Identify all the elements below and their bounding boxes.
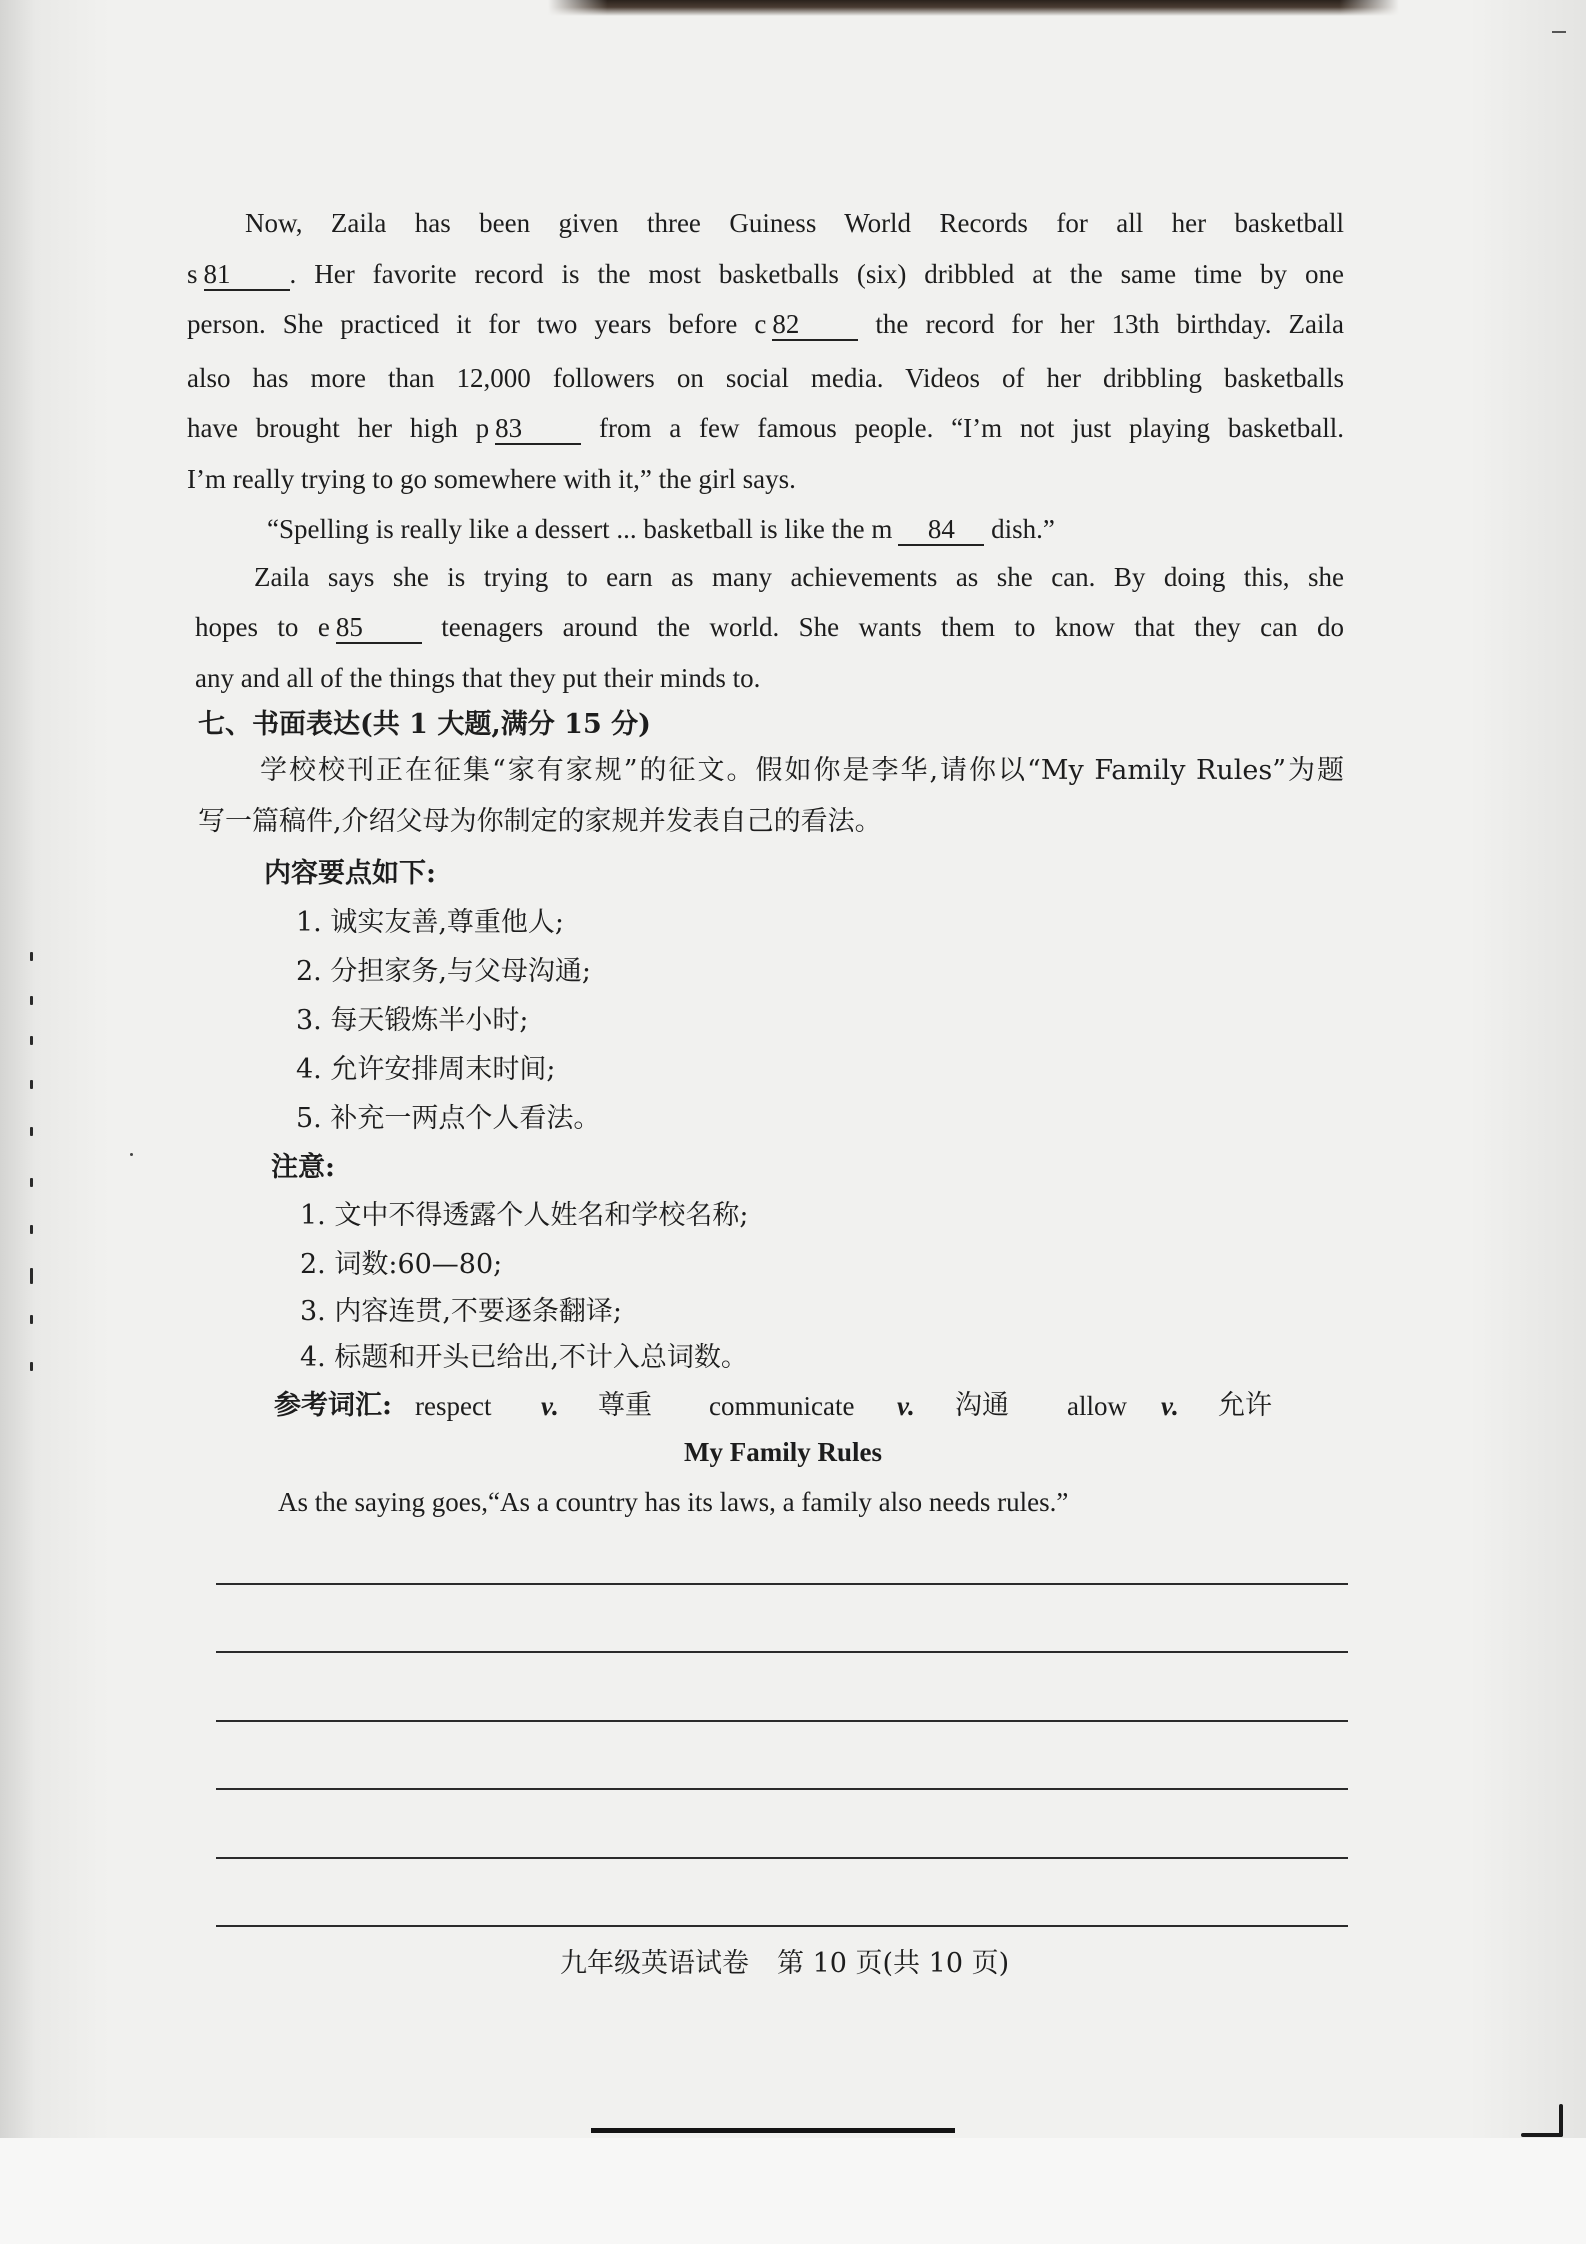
reference-vocabulary <box>274 1386 1284 1426</box>
scan-bottom-margin <box>0 2138 1586 2244</box>
note-item: 4. 标题和开头已给出,不计入总词数。 <box>300 1342 748 1373</box>
page-footer <box>560 1944 1009 1984</box>
vocab-word: communicate <box>709 1391 855 1421</box>
note-item: 1. 文中不得透露个人姓名和学校名称; <box>300 1200 749 1231</box>
cloze-hint-letter: e <box>317 612 330 642</box>
passage-line-8: Zaila says she is trying to earn as many achievements as she can. By doing this, she <box>254 562 1344 592</box>
vocab-pos: v. <box>897 1391 915 1421</box>
passage-text: “Spelling is really like a dessert ... basketball is like the <box>267 514 865 544</box>
scan-margin-mark <box>30 996 33 1005</box>
passage-line-7 <box>267 509 1055 549</box>
scan-corner-mark <box>1521 2133 1563 2137</box>
cloze-blank-number: 81 <box>204 259 290 291</box>
passage-text: from a few famous people. “I’m not just playing basketball. <box>598 413 1345 443</box>
scan-margin-mark <box>30 1268 33 1284</box>
scan-top-shadow <box>548 0 1399 16</box>
content-point: 1. 诚实友善,尊重他人; <box>296 907 565 938</box>
scan-mark <box>1552 31 1566 33</box>
answer-line <box>216 1788 1348 1790</box>
vocab-word: allow <box>1067 1391 1127 1421</box>
prompt-line-2: 写一篇稿件,介绍父母为你制定的家规并发表自己的看法。 <box>198 806 882 837</box>
note-item: 2. 词数:60—80; <box>300 1249 503 1280</box>
scan-margin-mark <box>30 1225 33 1234</box>
passage-line-3 <box>187 304 1344 344</box>
vocab-label: 参考词汇: <box>274 1390 392 1421</box>
vocab-pos: v. <box>1161 1391 1179 1421</box>
answer-line <box>216 1925 1348 1927</box>
paper-name: 九年级英语试卷 <box>560 1948 749 1979</box>
cloze-hint-letter: s <box>187 259 198 289</box>
prompt-line-1: 学校校刊正在征集“家有家规”的征文。假如你是李华,请你以“My Family Rules”为题 <box>260 755 1344 786</box>
answer-line <box>216 1720 1348 1722</box>
cloze-item-85 <box>318 612 422 642</box>
essay-opening: As the saying goes,“As a country has its laws, a family also needs rules.” <box>278 1487 1069 1517</box>
passage-text: person. She practiced it for two years before <box>187 309 738 339</box>
passage-line-1: Now, Zaila has been given three Guiness World Records for all her basketball <box>245 208 1344 238</box>
scan-margin-mark <box>30 1080 33 1089</box>
vocab-meaning: 尊重 <box>598 1390 652 1421</box>
passage-line-4: also has more than 12,000 followers on social media. Videos of her dribbling basketballs <box>187 363 1344 393</box>
passage-text: the record for her 13th birthday. Zaila <box>875 309 1344 339</box>
cloze-blank-number: 83 <box>495 413 581 445</box>
content-point: 5. 补充一两点个人看法。 <box>296 1103 601 1134</box>
answer-line <box>216 1583 1348 1585</box>
content-point: 4. 允许安排周末时间; <box>296 1054 556 1085</box>
passage-line-10: any and all of the things that they put their minds to. <box>195 663 761 693</box>
passage-line-2 <box>187 254 1344 294</box>
notes-label: 注意: <box>271 1152 335 1183</box>
content-point: 3. 每天锻炼半小时; <box>296 1005 529 1036</box>
passage-text: hopes to <box>195 612 299 642</box>
cloze-item-82 <box>754 309 858 339</box>
cloze-blank-number: 82 <box>772 309 858 341</box>
scan-margin-mark <box>30 1178 33 1187</box>
points-label: 内容要点如下: <box>264 858 436 889</box>
cloze-blank-number: 84 <box>898 514 984 546</box>
scan-margin-mark <box>30 1127 33 1136</box>
answer-line <box>216 1651 1348 1653</box>
cloze-hint-letter: p <box>475 413 490 443</box>
scan-bottom-bar <box>591 2128 955 2133</box>
vocab-word: respect <box>415 1391 492 1421</box>
passage-line-6: I’m really trying to go somewhere with it,” the girl says. <box>187 464 796 494</box>
page-number: 第 10 页(共 10 页) <box>777 1948 1010 1979</box>
passage-text: have brought her high <box>187 413 458 443</box>
cloze-hint-letter: c <box>754 309 767 339</box>
scan-margin-mark <box>30 1315 33 1324</box>
scan-margin-mark <box>30 952 33 961</box>
cloze-item-83 <box>476 413 582 443</box>
passage-text: . Her favorite record is the most basketballs (six) dribbled at the same time by one <box>289 259 1344 289</box>
passage-text: dish.” <box>991 514 1055 544</box>
section-heading: 七、书面表达(共 1 大题,满分 15 分) <box>198 709 651 740</box>
essay-title: My Family Rules <box>684 1437 882 1467</box>
cloze-hint-letter: m <box>871 514 893 544</box>
passage-text: teenagers around the world. She wants them to know that they can do <box>441 612 1345 642</box>
vocab-meaning: 允许 <box>1218 1390 1272 1421</box>
scan-margin-mark <box>30 1362 33 1371</box>
content-point: 2. 分担家务,与父母沟通; <box>296 956 592 987</box>
answer-line <box>216 1857 1348 1859</box>
vocab-pos: v. <box>541 1391 559 1421</box>
vocab-meaning: 沟通 <box>955 1390 1009 1421</box>
passage-line-9 <box>195 607 1344 647</box>
note-item: 3. 内容连贯,不要逐条翻译; <box>300 1296 623 1327</box>
cloze-item-84 <box>871 514 984 544</box>
scan-margin-mark <box>30 1036 33 1045</box>
scan-dot <box>130 1153 133 1156</box>
cloze-blank-number: 85 <box>336 612 422 644</box>
cloze-item-81 <box>187 259 290 289</box>
passage-line-5 <box>187 408 1344 448</box>
